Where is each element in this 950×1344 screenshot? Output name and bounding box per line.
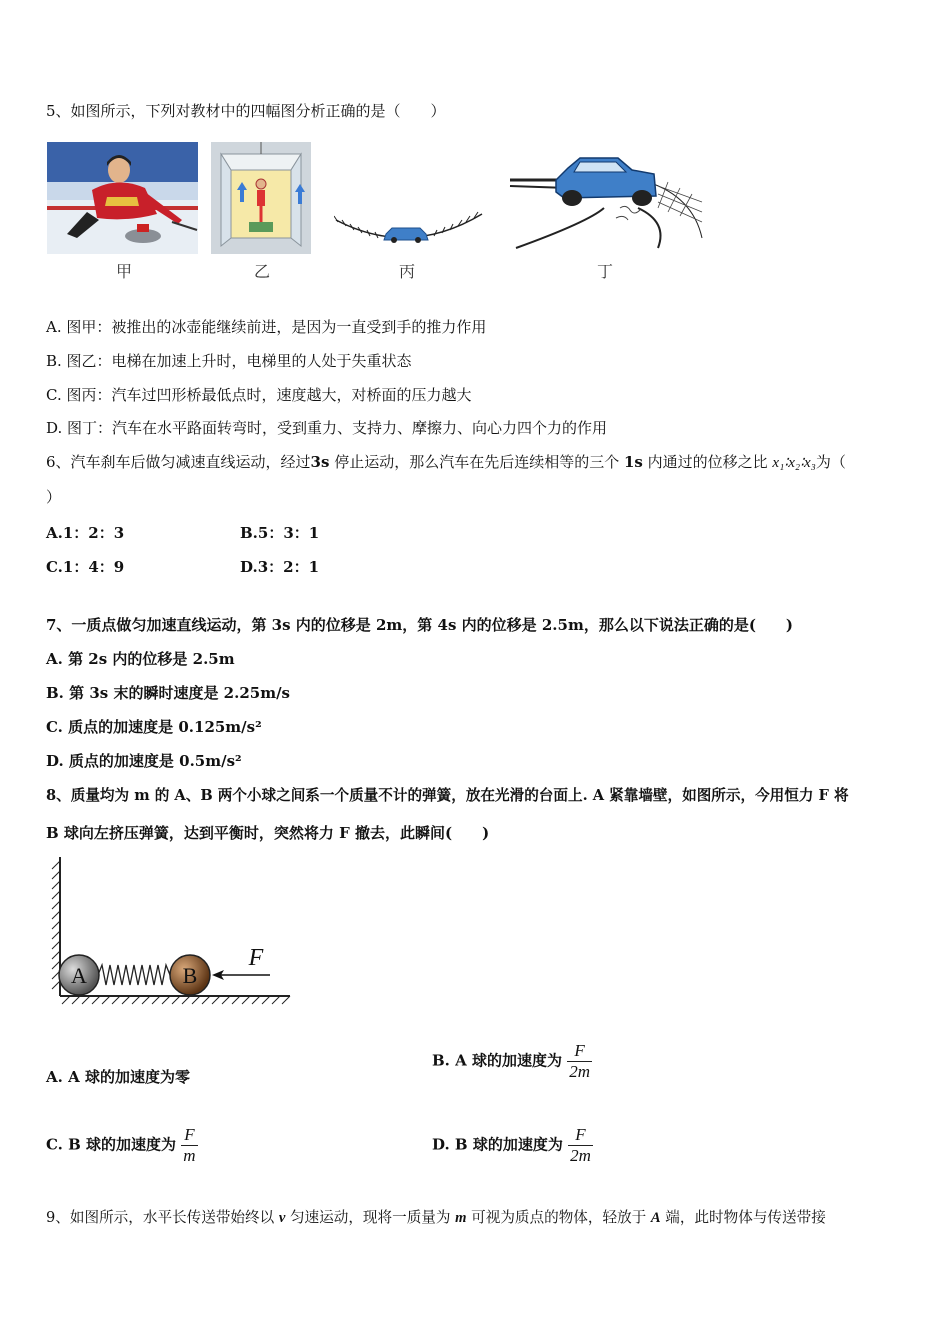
q6-option-c: C.1：4：9 xyxy=(46,558,125,576)
elevator-diagram xyxy=(211,142,311,254)
spring-balls-figure xyxy=(44,857,294,1007)
q9-stem-d: 端，此时物体与传送带接 xyxy=(660,1209,826,1226)
q7-stem: 7、一质点做匀加速直线运动，第 3s 内的位移是 2m，第 4s 内的位移是 2.5m，那么以下说法正确的是( ) xyxy=(46,616,794,634)
car-turning-diagram xyxy=(508,152,704,252)
q5-stem: 5、如图所示，下列对教材中的四幅图分析正确的是（ ） xyxy=(46,102,446,120)
q8-stem-line1: 8、质量均为 m 的 A、B 两个小球之间系一个质量不计的弹簧，放在光滑的台面上. A 紧靠墙壁，如图所示，今用恒力 F 将 xyxy=(46,787,849,804)
q9-stem-c: 可视为质点的物体，轻放于 xyxy=(466,1209,651,1226)
q7-option-b: B. 第 3s 末的瞬时速度是 2.25m/s xyxy=(46,684,290,702)
frac-numerator: F xyxy=(568,1125,593,1146)
q6-stem xyxy=(46,452,846,473)
ball-a-label: A xyxy=(71,963,87,988)
frac-denominator: 2m xyxy=(569,1062,590,1081)
q5-option-b: B. 图乙：电梯在加速上升时，电梯里的人处于失重状态 xyxy=(46,352,412,370)
q7-option-d: D. 质点的加速度是 0.5m/s² xyxy=(46,752,242,770)
q5-option-a: A. 图甲：被推出的冰壶能继续前进，是因为一直受到手的推力作用 xyxy=(46,318,487,336)
q6-stem-c: 停止运动，那么汽车在先后连续相等的三个 xyxy=(329,453,624,471)
q9-m: m xyxy=(455,1210,467,1226)
q8-option-c xyxy=(46,1125,198,1166)
caption-bing: 丙 xyxy=(399,262,416,281)
q9-stem-b: 匀速运动，现将一质量为 xyxy=(285,1209,456,1226)
q9-stem xyxy=(46,1208,826,1228)
caption-ding: 丁 xyxy=(597,262,614,281)
q8-option-b-text: B. A 球的加速度为 xyxy=(432,1051,562,1070)
q6-stem-f: 为（ xyxy=(815,453,846,471)
q6-option-d: D.3：2：1 xyxy=(240,558,320,576)
q6-option-b: B.5：3：1 xyxy=(240,524,320,542)
q9-v: v xyxy=(278,1210,286,1226)
frac-numerator: F xyxy=(181,1125,197,1146)
q8-option-a: A. A 球的加速度为零 xyxy=(46,1068,190,1086)
q5-option-d: D. 图丁：汽车在水平路面转弯时，受到重力、支持力、摩擦力、向心力四个力的作用 xyxy=(46,419,608,437)
q8-option-c-text: C. B 球的加速度为 xyxy=(46,1135,177,1154)
q7-option-c: C. 质点的加速度是 0.125m/s² xyxy=(46,718,262,736)
caption-jia: 甲 xyxy=(116,262,133,281)
frac-denominator: m xyxy=(183,1146,196,1165)
q8-option-b xyxy=(432,1041,592,1082)
q8-option-d xyxy=(432,1125,593,1166)
frac-numerator: F xyxy=(567,1041,592,1062)
frac-denominator: 2m xyxy=(570,1146,591,1165)
q9-stem-a: 9、如图所示，水平长传送带始终以 xyxy=(46,1209,279,1226)
q8-option-b-fraction xyxy=(567,1041,592,1082)
ball-b-label: B xyxy=(182,963,198,988)
q5-option-c: C. 图丙：汽车过凹形桥最低点时，速度越大，对桥面的压力越大 xyxy=(46,386,472,404)
q8-option-c-fraction xyxy=(181,1125,197,1166)
q6-stem-e: 内通过的位移之比 xyxy=(642,453,773,471)
q8-option-d-fraction xyxy=(568,1125,593,1166)
concave-bridge-diagram xyxy=(334,210,484,250)
force-label: F xyxy=(248,945,264,971)
q9-a: A xyxy=(650,1210,661,1226)
q6-ratio: x₁∶x₂∶x₃ xyxy=(772,455,816,471)
q6-stem-a: 6、汽车刹车后做匀减速直线运动，经过 xyxy=(46,453,311,471)
curling-photo xyxy=(47,142,198,254)
q6-stem-b: 3s xyxy=(310,453,330,471)
q8-option-d-text: D. B 球的加速度为 xyxy=(432,1135,563,1154)
q8-stem-line2: B 球向左挤压弹簧，达到平衡时，突然将力 F 撤去，此瞬间( ) xyxy=(46,824,490,842)
caption-yi: 乙 xyxy=(254,262,271,281)
q6-option-a: A.1：2：3 xyxy=(46,524,125,542)
q7-option-a: A. 第 2s 内的位移是 2.5m xyxy=(46,650,235,668)
q6-stem-d: 1s xyxy=(623,453,643,471)
q6-stem-line2: ） xyxy=(46,488,62,506)
